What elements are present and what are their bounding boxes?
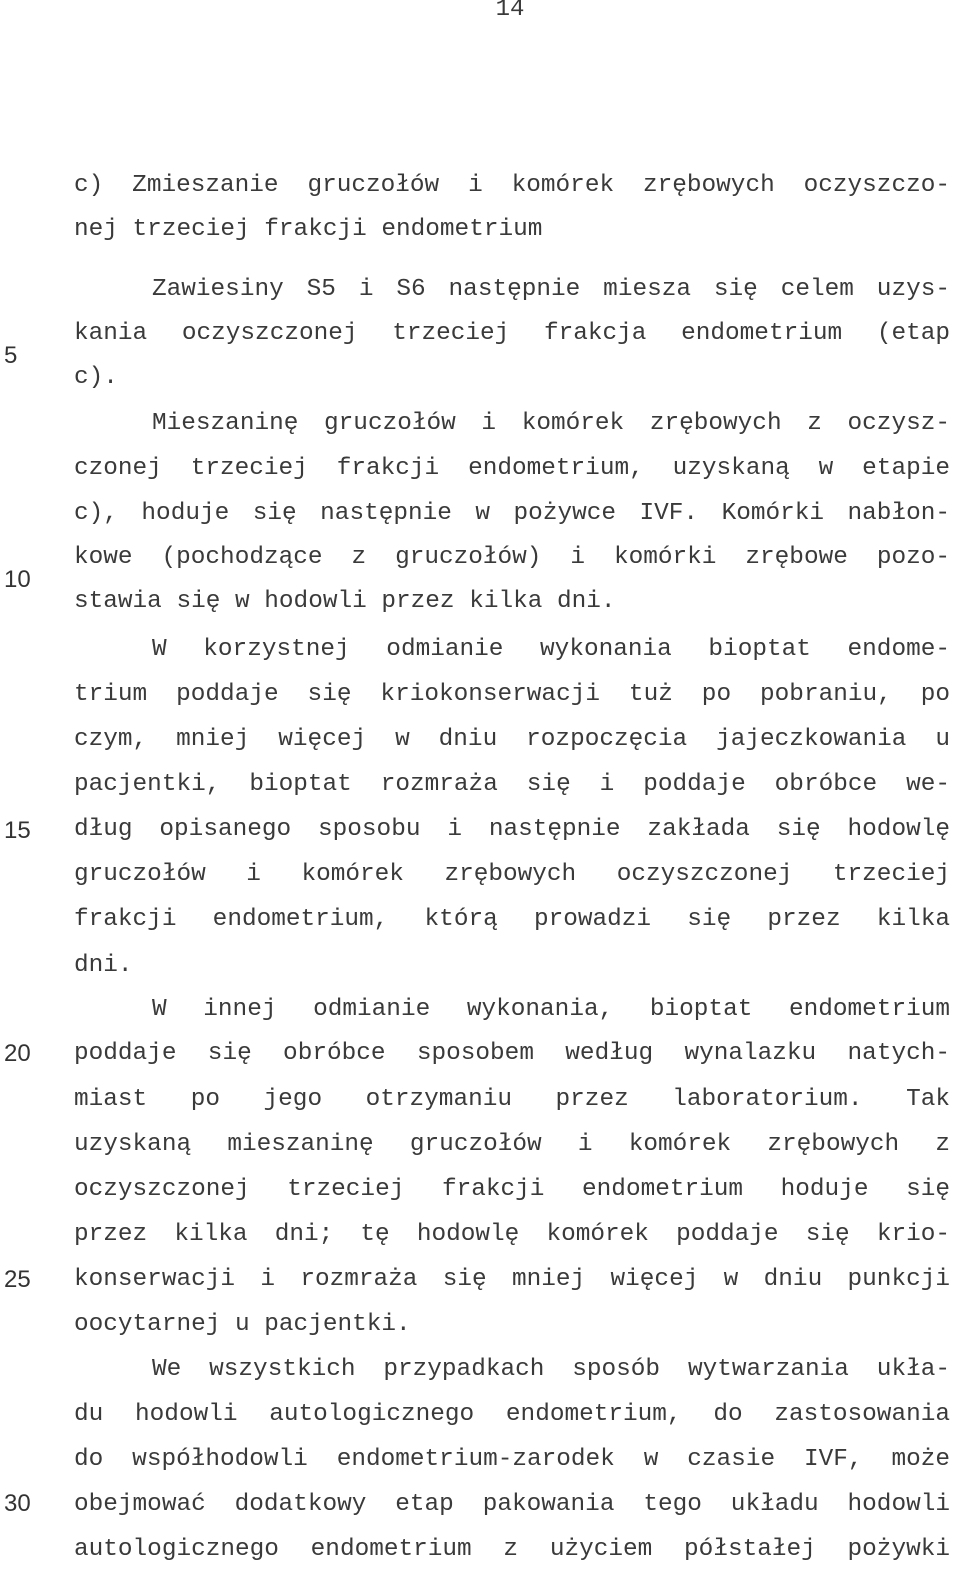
text-line: konserwacji i rozmraża się mniej więcej w dniu punkcji [74, 1266, 950, 1293]
text-line: do współhodowli endometrium-zarodek w czasie IVF, może [74, 1446, 950, 1473]
text-line: obejmować dodatkowy etap pakowania tego układu hodowli [74, 1491, 950, 1518]
text-line: nej trzeciej frakcji endometrium [74, 216, 543, 243]
text-line: uzyskaną mieszaninę gruczołów i komórek zrębowych z [74, 1131, 950, 1158]
text-line: oocytarnej u pacjentki. [74, 1311, 411, 1338]
text-line: Mieszaninę gruczołów i komórek zrębowych z oczysz- [152, 410, 950, 437]
text-line: gruczołów i komórek zrębowych oczyszczonej trzeciej [74, 861, 950, 888]
text-line: stawia się w hodowli przez kilka dni. [74, 588, 616, 615]
text-line: czym, mniej więcej w dniu rozpoczęcia jajeczkowania u [74, 726, 950, 753]
text-line: frakcji endometrium, którą prowadzi się przez kilka [74, 906, 950, 933]
line-number-15: 15 [4, 817, 31, 844]
text-line: We wszystkich przypadkach sposób wytwarzania ukła- [152, 1356, 950, 1383]
text-line: dni. [74, 952, 133, 979]
line-number-25: 25 [4, 1266, 31, 1293]
text-line: kowe (pochodzące z gruczołów) i komórki zrębowe pozo- [74, 544, 950, 571]
text-line: c), hoduje się następnie w pożywce IVF. Komórki nabłon- [74, 500, 950, 527]
line-number-10: 10 [4, 566, 31, 593]
text-line: dług opisanego sposobu i następnie zakłada się hodowlę [74, 816, 950, 843]
text-line: autologicznego endometrium z użyciem półstałej pożywki [74, 1536, 950, 1563]
text-line: c). [74, 364, 118, 391]
text-line: miast po jego otrzymaniu przez laboratorium. Tak [74, 1086, 950, 1113]
text-line: kania oczyszczonej trzeciej frakcja endometrium (etap [74, 320, 950, 347]
text-line: oczyszczonej trzeciej frakcji endometrium hoduje się [74, 1176, 950, 1203]
text-line: Zawiesiny S5 i S6 następnie miesza się celem uzys- [152, 276, 950, 303]
page-number: 14 [495, 0, 525, 23]
text-line: c) Zmieszanie gruczołów i komórek zrębowych oczyszczo- [74, 172, 950, 199]
text-line: poddaje się obróbce sposobem według wynalazku natych- [74, 1040, 950, 1067]
text-line: przez kilka dni; tę hodowlę komórek poddaje się krio- [74, 1221, 950, 1248]
text-line: trium poddaje się kriokonserwacji tuż po pobraniu, po [74, 681, 950, 708]
text-line: pacjentki, bioptat rozmraża się i poddaje obróbce we- [74, 771, 950, 798]
text-line: W innej odmianie wykonania, bioptat endometrium [152, 996, 950, 1023]
line-number-30: 30 [4, 1490, 31, 1517]
text-line: czonej trzeciej frakcji endometrium, uzyskaną w etapie [74, 455, 950, 482]
text-line: du hodowli autologicznego endometrium, do zastosowania [74, 1401, 950, 1428]
line-number-20: 20 [4, 1040, 31, 1067]
text-line: W korzystnej odmianie wykonania bioptat endome- [152, 636, 950, 663]
line-number-5: 5 [4, 342, 18, 369]
